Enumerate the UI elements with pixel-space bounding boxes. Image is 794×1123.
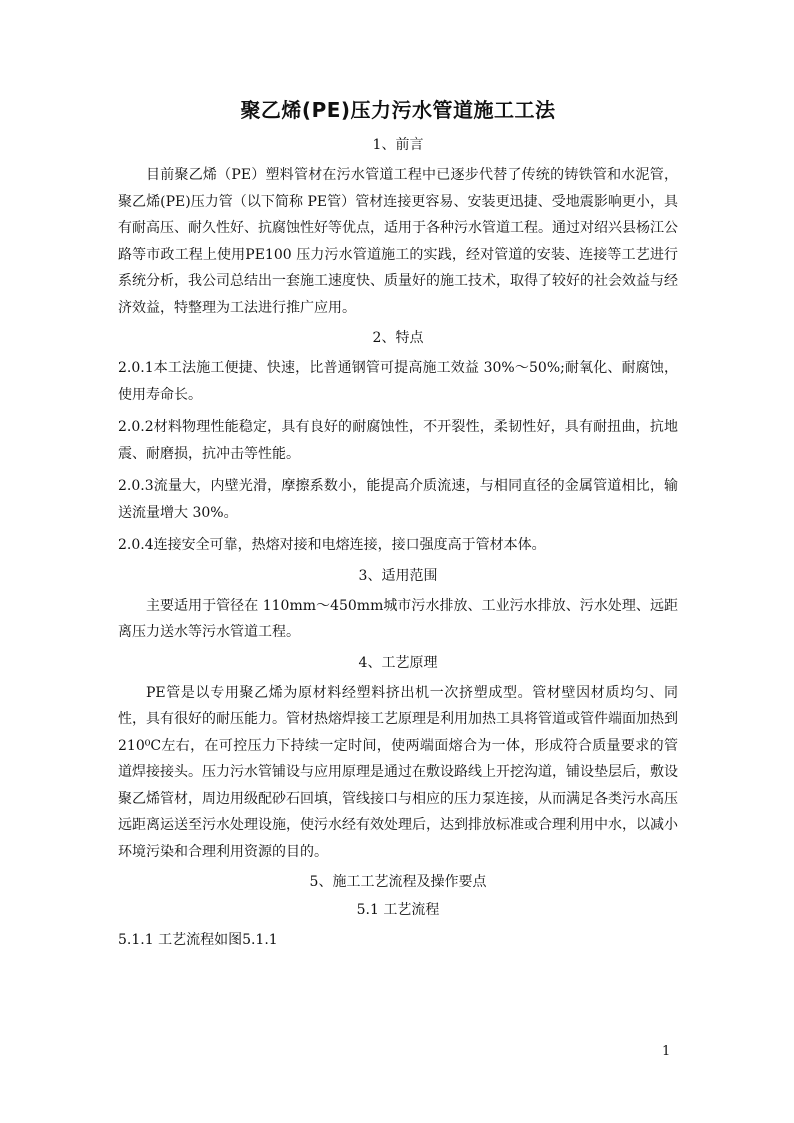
feature-item-2-0-2: 2.0.2材料物理性能稳定，具有良好的耐腐蚀性，不开裂性，柔韧性好，具有耐扭曲，抗地震、耐磨损，抗冲击等性能。 [118, 419, 678, 462]
section-heading-process: 5、施工工艺流程及操作要点 [309, 874, 487, 890]
section-heading-scope: 3、适用范围 [358, 567, 438, 584]
feature-item-2-0-4: 2.0.4连接安全可靠，热熔对接和电熔连接，接口强度高于管材本体。 [118, 537, 546, 553]
document-page [118, 96, 678, 960]
section-heading-features: 2、特点 [372, 330, 424, 346]
scope-paragraph: 主要适用于管径在 110mm～450mm城市污水排放、工业污水排放、污水处理、远距离压力送水等污水管道工程。 [118, 597, 678, 640]
section-heading-preface: 1、前言 [372, 137, 424, 153]
process-item-5-1-1: 5.1.1 工艺流程如图5.1.1 [118, 932, 278, 948]
subsection-heading-5-1: 5.1 工艺流程 [356, 902, 440, 918]
feature-item-2-0-1: 2.0.1本工法施工便捷、快速，比普通钢管可提高施工效益 30%～50%;耐氧化、耐腐蚀，使用寿命长。 [118, 360, 678, 403]
preface-paragraph: 目前聚乙烯（PE）塑料管材在污水管道工程中已逐步代替了传统的铸铁管和水泥管，聚乙烯(PE)压力管（以下简称 PE管）管材连接更容易、安装更迅捷、受地震影响更小，具有耐高压、耐久性好、抗腐蚀性好等优点，适用于各种污水管道工程。通过对绍兴县杨江公路等市政工程上使用PE100 压力污水管道施工的实践，经对管道的安装、连接等工艺进行系统分析，我公司总结出一套施工速度快、质量好的施工技术，取得了较好的社会效益与经济效益，特整理为工法进行推广应用。 [118, 167, 678, 316]
page-number: 1 [662, 1044, 671, 1059]
document-title: 聚乙烯(PE)压力污水管道施工工法 [240, 98, 556, 122]
principle-paragraph: PE管是以专用聚乙烯为原材料经塑料挤出机一次挤塑成型。管材壁因材质均匀、同性，具有很好的耐压能力。管材热熔焊接工艺原理是利用加热工具将管道或管件端面加热到 210⁰C左右，在可控压力下持续一定时间，使两端面熔合为一体，形成符合质量要求的管道焊接接头。压力污水管铺设与应用原理是通过在敷设路线上开挖沟道，铺设垫层后，敷设聚乙烯管材，周边用级配砂石回填，管线接口与相应的压力泵连接，从而满足各类污水高压远距离运送至污水处理设施，使污水经有效处理后，达到排放标准或合理利用中水，以减小环境污染和合理利用资源的目的。 [118, 684, 678, 860]
section-heading-principle: 4、工艺原理 [358, 654, 438, 671]
feature-item-2-0-3: 2.0.3流量大，内壁光滑，摩擦系数小，能提高介质流速，与相同直径的金属管道相比，输送流量增大 30%。 [118, 478, 678, 521]
